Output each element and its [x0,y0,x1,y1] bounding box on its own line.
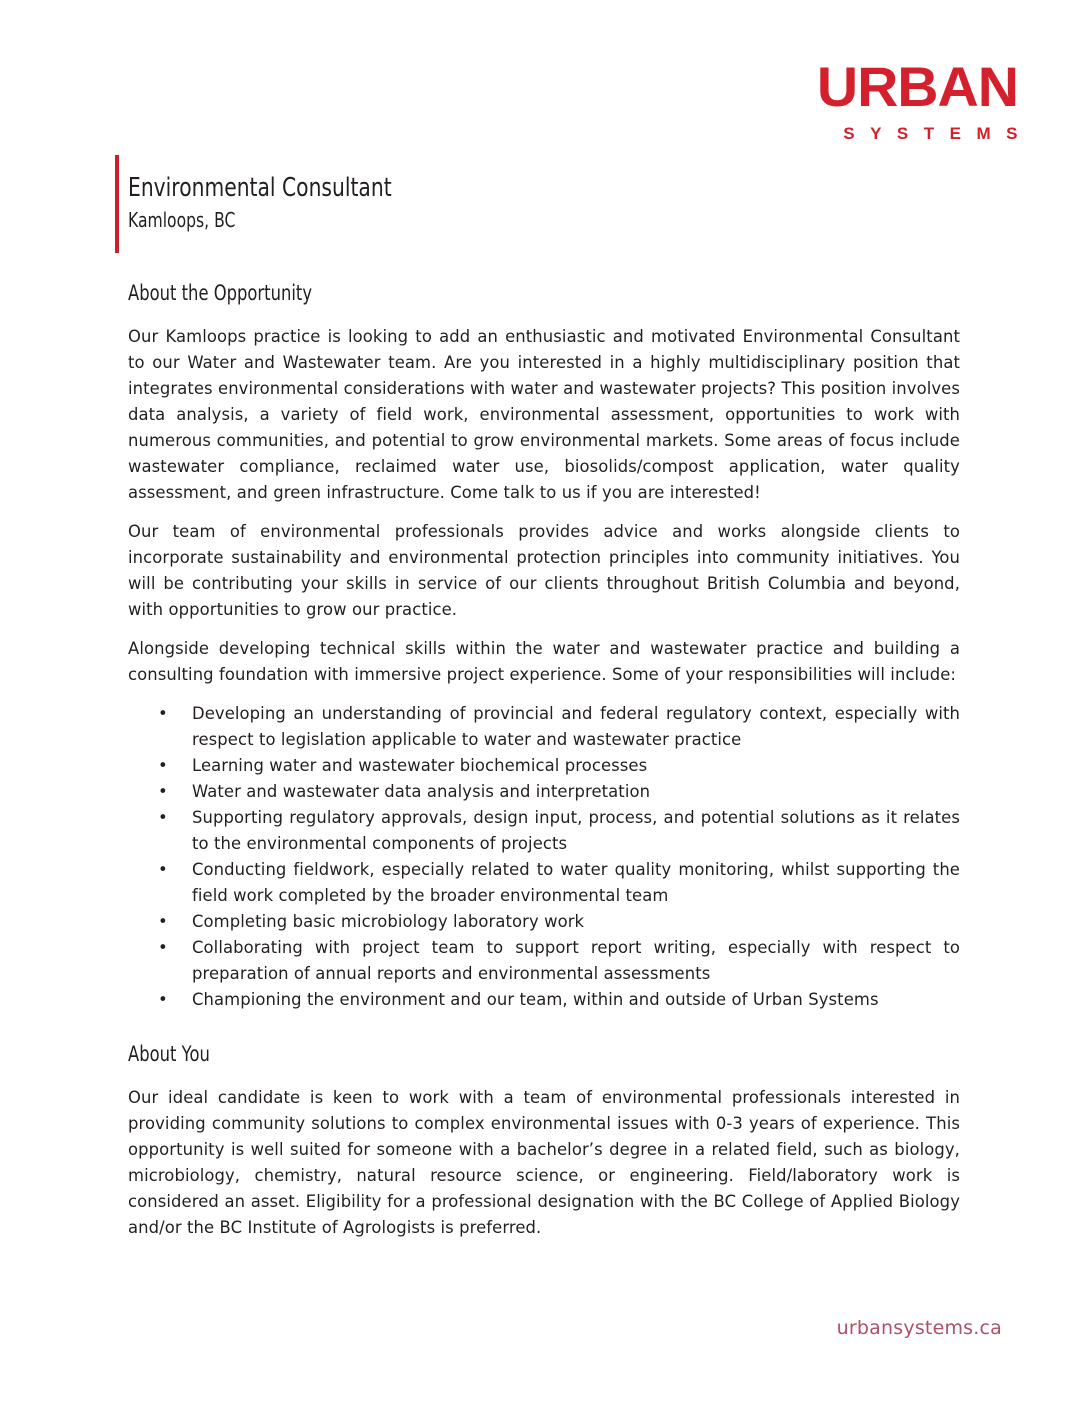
list-item: • Conducting fieldwork, especially related to water quality monitoring, whilst supporting the field work completed by the broader environmental team [128,857,960,909]
list-item: • Learning water and wastewater biochemical processes [128,753,960,779]
paragraph: Our ideal candidate is keen to work with a team of environmental professionals interested in providing community solutions to complex environmental issues with 0-3 years of experience. This opportunity is well suited for someone with a bachelor’s degree in a related field, such as biology, microbiology, chemistry, natural resource science, or engineering. Field/laboratory work is considered an asset. Eligibility for a professional designation with the BC College of Applied Biology and/or the BC Institute of Agrologists is preferred. [128,1088,960,1237]
title-block [115,155,466,253]
document-body [128,278,960,1254]
job-title: Environmental Consultant [128,173,392,203]
job-location: Kamloops, BC [128,208,236,232]
list-item: • Completing basic microbiology laboratory work [128,909,960,935]
list-item: • Championing the environment and our team, within and outside of Urban Systems [128,987,960,1013]
responsibilities-list [128,701,960,1013]
logo-subtitle: SYSTEMS [843,124,1033,143]
list-item: • Supporting regulatory approvals, design input, process, and potential solutions as it relates to the environmental components of projects [128,805,960,857]
list-item: • Water and wastewater data analysis and interpretation [128,779,960,805]
paragraph: Alongside developing technical skills within the water and wastewater practice and building a consulting foundation with immersive project experience. Some of your responsibilities will include: [128,639,960,684]
logo-wordmark: URBAN [816,55,1018,118]
footer-website: urbansystems.ca [836,1317,1002,1339]
section-heading-about-you: About You [128,1042,210,1066]
urban-systems-logo [804,55,1033,144]
paragraph: Our team of environmental professionals provides advice and works alongside clients to incorporate sustainability and environmental protection principles into community initiatives. You will be contributing your skills in service of our clients throughout British Columbia and beyond, with opportunities to grow our practice. [128,522,960,619]
paragraph: Our Kamloops practice is looking to add an enthusiastic and motivated Environmental Consultant to our Water and Wastewater team. Are you interested in a highly multidisciplinary position that integrates environmental considerations with water and wastewater projects? This position involves data analysis, a variety of field work, environmental assessment, opportunities to work with numerous communities, and potential to grow environmental markets. Some areas of focus include wastewater compliance, reclaimed water use, biosolids/compost application, water quality assessment, and green infrastructure. Come talk to us if you are interested! [128,327,960,502]
list-item: • Collaborating with project team to support report writing, especially with respect to preparation of annual reports and environmental assessments [128,935,960,987]
list-item: • Developing an understanding of provincial and federal regulatory context, especially with respect to legislation applicable to water and wastewater practice [128,701,960,753]
section-heading-opportunity: About the Opportunity [128,281,313,305]
